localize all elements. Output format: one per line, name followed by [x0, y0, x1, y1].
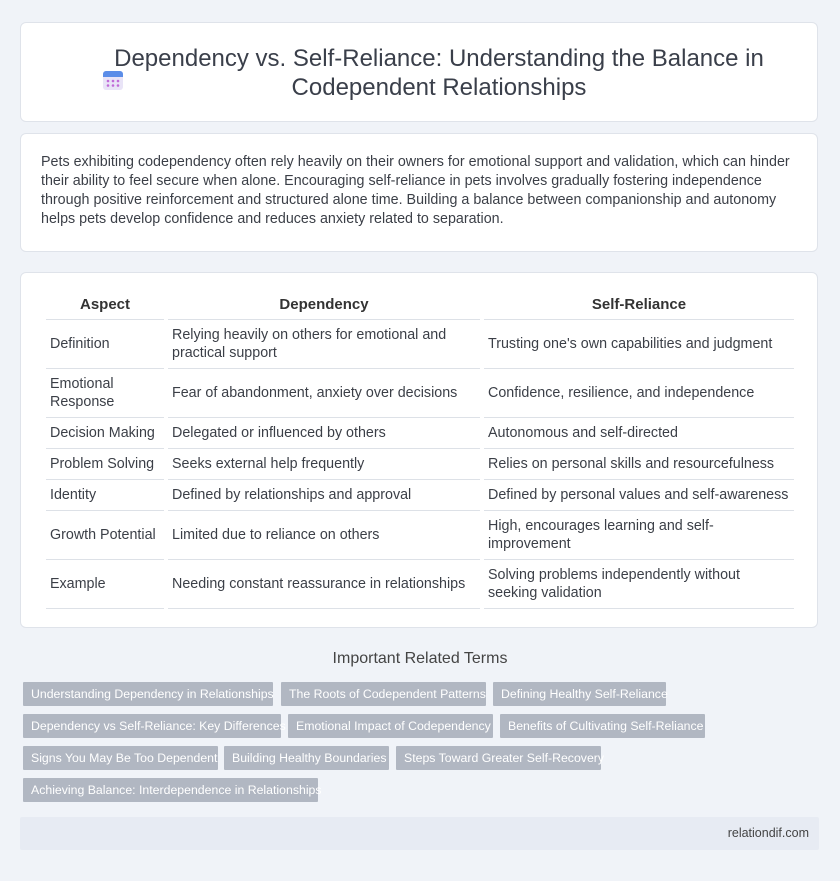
table-cell: Definition [46, 320, 164, 369]
related-term-tag[interactable]: Building Healthy Boundaries [224, 746, 389, 770]
intro-paragraph: Pets exhibiting codependency often rely heavily on their owners for emotional support and validation, which can hinder their ability to feel secure when alone. Encouraging self-reliance in pets involves gradually fostering independence through positive reinforcement and structured alone time. Building a balance between companionship and autonomy helps pets develop confidence and reduces anxiety related to separation. [41, 154, 790, 227]
table-cell: Limited due to reliance on others [168, 511, 480, 560]
table-cell: Emotional Response [46, 369, 164, 418]
table-cell: Decision Making [46, 418, 164, 449]
table-header-cell: Dependency [168, 290, 480, 320]
table-cell: Delegated or influenced by others [168, 418, 480, 449]
table-header-row [46, 290, 794, 320]
header-card [20, 22, 818, 122]
table-cell: Problem Solving [46, 449, 164, 480]
table-cell: Relying heavily on others for emotional and practical support [168, 320, 480, 369]
table-row [46, 511, 794, 560]
table-cell: Trusting one's own capabilities and judgment [484, 320, 794, 369]
table-row [46, 320, 794, 369]
table-row [46, 480, 794, 511]
table-cell: Autonomous and self-directed [484, 418, 794, 449]
table-cell: Seeks external help frequently [168, 449, 480, 480]
table-cell: Example [46, 560, 164, 609]
table-cell: Identity [46, 480, 164, 511]
related-term-tag[interactable]: Emotional Impact of Codependency [288, 714, 493, 738]
table-cell: High, encourages learning and self-improvement [484, 511, 794, 560]
table-header-cell: Aspect [46, 290, 164, 320]
table-cell: Confidence, resilience, and independence [484, 369, 794, 418]
related-term-tag[interactable]: The Roots of Codependent Patterns [281, 682, 486, 706]
related-term-tag[interactable]: Achieving Balance: Interdependence in Relationships [23, 778, 318, 802]
footer-site-link[interactable]: relationdif.com [727, 826, 809, 840]
related-term-tag[interactable]: Dependency vs Self-Reliance: Key Differences [23, 714, 281, 738]
table-row [46, 418, 794, 449]
related-term-tag[interactable]: Signs You May Be Too Dependent [23, 746, 218, 770]
related-term-tag[interactable]: Benefits of Cultivating Self-Reliance [500, 714, 705, 738]
table-cell: Solving problems independently without seeking validation [484, 560, 794, 609]
intro-card [20, 133, 818, 252]
table-cell: Defined by personal values and self-awareness [484, 480, 794, 511]
comparison-table [42, 290, 798, 609]
page-title: Dependency vs. Self-Reliance: Understanding the Balance in Codependent Relationships [114, 45, 764, 101]
table-header-cell: Self-Reliance [484, 290, 794, 320]
table-cell: Growth Potential [46, 511, 164, 560]
related-terms-title: Important Related Terms [332, 650, 508, 667]
table-row [46, 560, 794, 609]
comparison-card [20, 272, 818, 628]
related-term-tag[interactable]: Steps Toward Greater Self-Recovery [396, 746, 601, 770]
related-term-tag[interactable]: Defining Healthy Self-Reliance [493, 682, 666, 706]
related-term-tag[interactable]: Understanding Dependency in Relationships [23, 682, 273, 706]
table-cell: Needing constant reassurance in relationships [168, 560, 480, 609]
table-cell: Defined by relationships and approval [168, 480, 480, 511]
table-row [46, 369, 794, 418]
table-cell: Fear of abandonment, anxiety over decisions [168, 369, 480, 418]
footer [20, 817, 819, 850]
table-row [46, 449, 794, 480]
table-cell: Relies on personal skills and resourcefulness [484, 449, 794, 480]
